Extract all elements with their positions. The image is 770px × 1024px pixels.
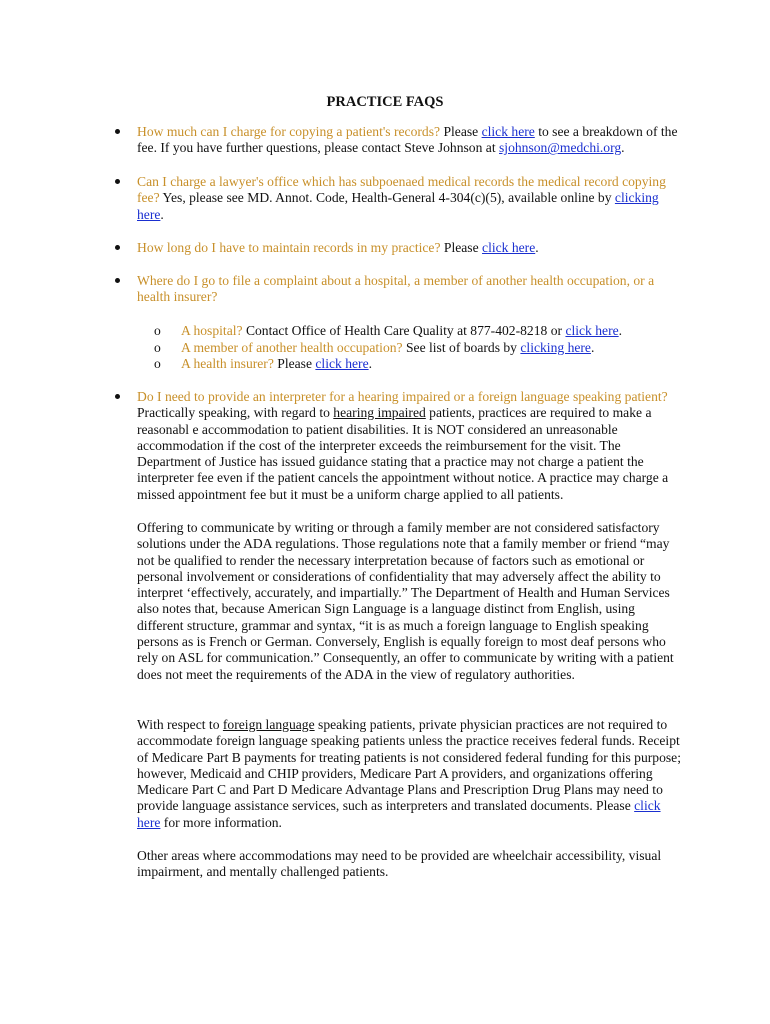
faq-question: How much can I charge for copying a patient's records? <box>137 124 441 139</box>
bullet-icon <box>115 394 120 399</box>
faq-answer <box>137 174 682 223</box>
faq-answer <box>137 124 682 157</box>
faq-question: Where do I go to file a complaint about a hospital, a member of another health occupation, or a health insurer? <box>137 273 655 305</box>
paragraph-text: Other areas where accommodations may need to be provided are wheelchair accessibility, visual impairment, and mentally challenged patients. <box>137 848 662 880</box>
circle-bullet-icon: o <box>154 323 161 338</box>
faq-item-record-retention <box>137 240 682 256</box>
paragraph-other-accommodations <box>137 848 682 881</box>
answer-text: . <box>621 140 625 156</box>
answer-text: . <box>535 240 539 255</box>
paragraph-foreign-language <box>137 717 682 831</box>
page-title: PRACTICE FAQS <box>326 94 444 110</box>
email-link[interactable]: sjohnson@medchi.org <box>499 140 622 156</box>
answer-text: speaking patients, private physician practices are not required to accommodate foreign language speaking patients unless the practice receives federal funds. Receipt of Medicare Part B payments for treating patients is not considered federal funding for this purpose; however, Medicaid and CHIP providers, Medicare Part A providers, and organizations offering Medicare Part C and Part D Medicare Advantage Plans and Prescription Drug Plans may need to provide language assistance services, such as interpreters and translated documents. Please <box>137 717 681 814</box>
answer-text: With respect to <box>137 717 223 732</box>
faq-answer <box>137 240 682 256</box>
foreign-language-term: foreign language <box>222 717 315 732</box>
answer-text: patients, practices are required to make a reasonabl e accommodation to patient disabilities. It is NOT considered an unreasonable accommodation if the cost of the interpreter exceeds the reimbursement for the visit. The Department of Justice has issued guidance stating that a practice may not charge a patient the interpreter fee even if the patient cancels the appointment without notice. A practice may charge a missed appointment fee but it must be a uniform charge applied to all patients. <box>137 405 669 502</box>
sub-text: . <box>590 340 595 355</box>
hospital-complaint-link[interactable]: click here <box>565 323 619 338</box>
faq-question: Can I charge a lawyer's office which has subpoenaed medical records the medical record copying fee? <box>137 174 666 206</box>
sub-question: A hospital? <box>181 323 243 338</box>
answer-text: Yes, please see MD. Annot. Code, Health-General 4-304(c)(5), available online by <box>159 190 615 206</box>
paragraph-ada-regulations <box>137 520 682 683</box>
paragraph-text: Offering to communicate by writing or through a family member are not considered satisfactory solutions under the ADA regulations. Those regulations note that a family member or friend “may not be qualified to render the necessary interpretation because of factors such as emotional or personal involvement or considerations of confidentiality that may adversely affect the ability to interpret ‘effectively, accurately, and impartially.” The Department of Health and Human Services also notes that, because American Sign Language is a language distinct from English, using different structure, grammar and syntax, “it is as much a foreign language to English speaking persons as is French or German. Conversely, English is equally foreign to most deaf persons who rely on ASL for communication.” Consequently, an offer to communicate by writing with a patient does not meet the requirements of the ADA in the view of regulatory authorities. <box>137 520 674 682</box>
faq-item-lawyer-subpoena <box>137 174 682 223</box>
circle-bullet-icon: o <box>154 340 161 355</box>
bullet-icon <box>115 278 120 283</box>
faq-item-file-complaint <box>137 273 682 306</box>
bullet-icon <box>115 129 120 134</box>
insurer-complaint-link[interactable]: click here <box>315 356 369 371</box>
record-retention-link[interactable]: click here <box>482 240 536 255</box>
boards-list-link[interactable]: clicking here <box>520 340 591 355</box>
sub-question: A health insurer? <box>181 356 274 371</box>
answer-text: . <box>160 206 164 222</box>
answer-text: to see a breakdown of the fee. If you have further questions, please contact Steve Johnson at <box>137 124 678 156</box>
copying-fee-link[interactable]: click here <box>481 124 535 139</box>
faq-answer <box>137 389 682 503</box>
sub-text: Please <box>273 356 316 371</box>
sub-text: See list of boards by <box>402 340 521 355</box>
sub-text: . <box>618 323 623 338</box>
faq-question: Do I need to provide an interpreter for a hearing impaired or a foreign language speaking patient? <box>137 389 668 404</box>
sub-question: A member of another health occupation? <box>181 340 403 355</box>
sub-text: Contact Office of Health Care Quality at 877-402-8218 or <box>242 323 566 338</box>
faq-item-copying-charge <box>137 124 682 157</box>
faq-question: How long do I have to maintain records in my practice? <box>137 240 441 255</box>
answer-text: for more information. <box>160 814 282 830</box>
bullet-icon <box>115 179 120 184</box>
language-assistance-link[interactable]: click here <box>137 798 661 830</box>
bullet-icon <box>115 245 120 250</box>
paragraph-text <box>137 717 682 831</box>
circle-bullet-icon: o <box>154 356 161 371</box>
answer-text: Practically speaking, with regard to <box>137 405 334 421</box>
hearing-impaired-term: hearing impaired <box>333 405 426 421</box>
annotated-code-link[interactable]: clicking here <box>137 190 659 222</box>
answer-text: Please <box>440 124 482 139</box>
answer-text: Please <box>440 240 483 255</box>
faq-item-interpreter <box>137 389 682 503</box>
sub-text: . <box>368 356 373 371</box>
